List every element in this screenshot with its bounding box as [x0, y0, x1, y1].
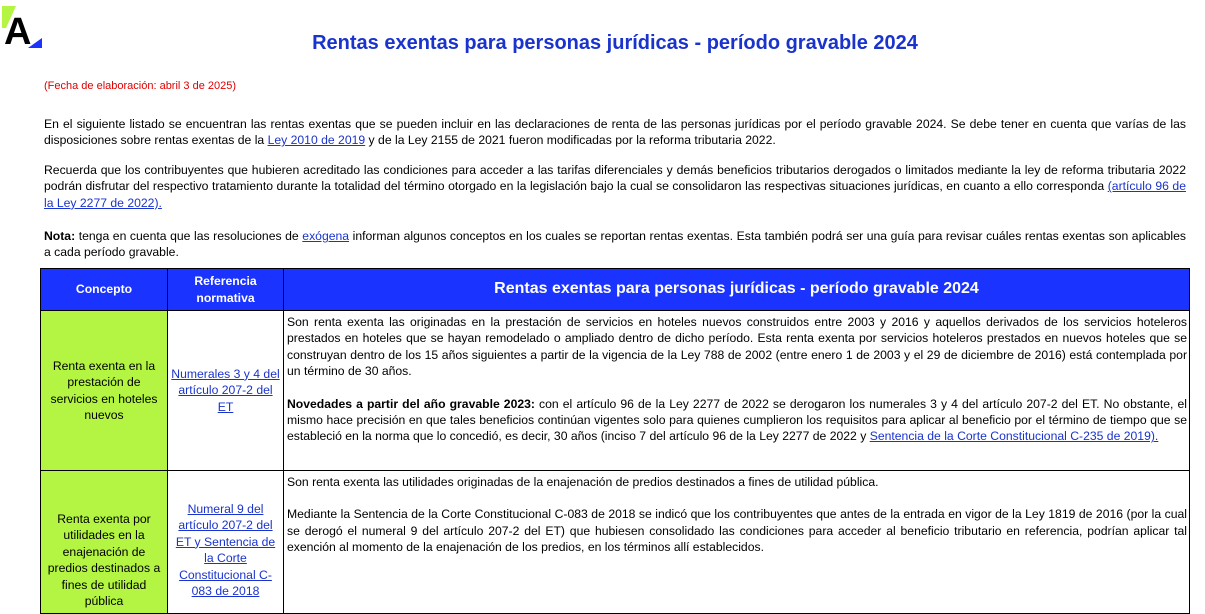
description-paragraph: Mediante la Sentencia de la Corte Constitucional C-083 de 2018 se indicó que los contribuyentes que antes de la entrada en vigor de la Ley 1819 de 2016 (por la cual se derogó el numeral 9 del artículo 207-2 del ET) que hubiesen consolidado las condiciones para acceder al beneficio tributario en referencia, podrían aplicar tal exención al momento de la enajenación de los predios, en los términos allí establecidos. [287, 507, 1187, 555]
sentencia-c235-link[interactable]: Sentencia de la Corte Constitucional C-235 de 2019). [869, 429, 1159, 444]
description-cell [284, 311, 1190, 471]
concept-cell: Renta exenta en la prestación de servicios en hoteles nuevos [41, 311, 168, 471]
description-paragraph: Son renta exenta las utilidades originadas de la enajenación de predios destinados a fines de utilidad pública. [287, 475, 879, 489]
novedades-paragraph: Novedades a partir del año gravable 2023: con el artículo 96 de la Ley 2277 de 2022 se derogaron los numerales 3 y 4 del artículo 207-2 del ET. No obstante, el mismo hace precisión en que tales beneficios continúan vigentes solo para quienes cumplieron los requisitos para aplicar al beneficio por el término de tiempo que se estableció en la norma que lo concedió, es decir, 30 años (inciso 7 del artículo 96 de la Ley 2277 de 2022 y Sentencia de la Corte Constitucional C-235 de 2019). [287, 396, 1187, 444]
header-table-title: Rentas exentas para personas jurídicas - período gravable 2024 [284, 269, 1190, 311]
description-cell [284, 471, 1190, 614]
reference-cell [168, 471, 284, 614]
note-label: Nota: [44, 229, 76, 243]
concept-cell: Renta exenta por utilidades en la enajenación de predios destinados a fines de utilidad pública [41, 471, 168, 614]
description-paragraph: Son renta exenta las originadas en la prestación de servicios en hoteles nuevos construidos entre 2003 y 2016 y aquellos derivados de los servicios hoteleros prestados en hoteles que se hayan remodelado o ampliado dentro de dicho período. Esta renta exenta por servicios hoteleros prestados en nuevos hoteles que se construyan dentro de los 15 años siguientes a partir de la vigencia de la Ley 788 de 2002 (entre enero 1 de 2003 y el 29 de diciembre de 2016) está contemplada por un término de 30 años. [287, 315, 1187, 379]
reference-cell [168, 311, 284, 471]
exogena-link[interactable]: exógena [302, 229, 350, 243]
rentas-exentas-table [40, 268, 1190, 614]
page-title: Rentas exentas para personas jurídicas - período gravable 2024 [312, 32, 918, 54]
intro-paragraph-2: Recuerda que los contribuyentes que hubieren acreditado las condiciones para acceder a las tarifas diferenciales y demás beneficios tributarios derogados o limitados mediante la ley de reforma tributaria 2022 podrán disfrutar del respectivo tratamiento durante la totalidad del término otorgado en la legislación bajo la cual se consolidaron las respectivas situaciones jurídicas, en cuanto a ello corresponda (artículo 96 de la Ley 2277 de 2022). [44, 163, 1186, 210]
header-referencia: Referencia normativa [168, 269, 284, 311]
intro-paragraph-1: En el siguiente listado se encuentran las rentas exentas que se pueden incluir en las declaraciones de renta de las personas jurídicas por el período gravable 2024. Se debe tener en cuenta que varías de las disposiciones sobre rentas exentas de la Ley 2010 de 2019 y de la Ley 2155 de 2021 fueron modificadas por la reforma tributaria 2022. [44, 117, 1186, 148]
elaboration-date: (Fecha de elaboración: abril 3 de 2025) [44, 80, 237, 92]
numerales-3-4-link[interactable]: Numerales 3 y 4 del artículo 207-2 del ET [171, 366, 280, 414]
table-row [41, 471, 1190, 614]
note-paragraph: Nota: tenga en cuenta que las resoluciones de exógena informan algunos conceptos en los cuales se reportan rentas exentas. Esta también podrá ser una guía para revisar cuáles rentas exentas son aplicables a cada período gravable. [44, 229, 1186, 260]
table-row [41, 311, 1190, 471]
header-concepto: Concepto [41, 269, 168, 311]
logo-letter: A [4, 11, 32, 52]
ley-2010-link[interactable]: Ley 2010 de 2019 [267, 133, 366, 148]
numeral-9-link[interactable]: Numeral 9 del artículo 207-2 del ET y Sentencia de la Corte Constitucional C-083 de 2018 [175, 502, 276, 599]
articulo-96-link[interactable]: (artículo 96 de la Ley 2277 de 2022). [44, 179, 1186, 210]
